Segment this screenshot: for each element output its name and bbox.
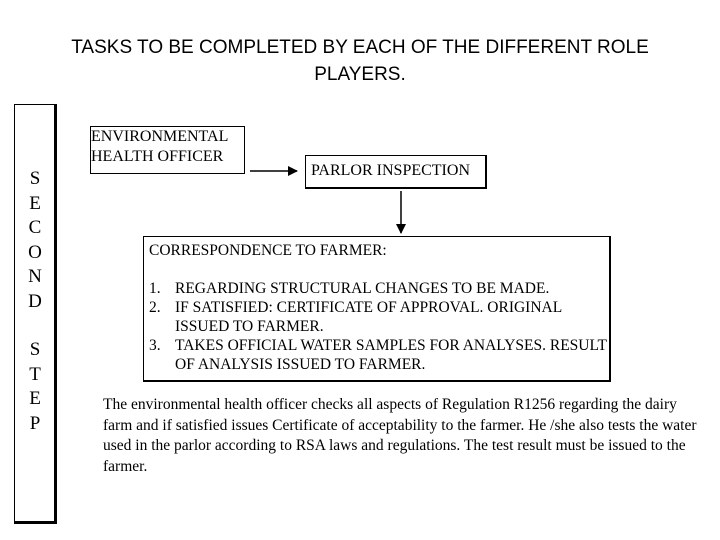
step-letter: T	[29, 363, 41, 385]
list-item	[149, 336, 609, 374]
step-word-gap	[15, 314, 55, 338]
step-letter: N	[28, 266, 42, 287]
list-item-number: 3.	[149, 337, 161, 354]
step-letter: O	[28, 241, 42, 263]
list-item-number: 1.	[149, 280, 161, 297]
role-player-label: ENVIRONMENTAL HEALTH OFFICER	[91, 128, 228, 165]
list-item-text: TAKES OFFICIAL WATER SAMPLES FOR ANALYSES. RESULT OF ANALYSIS ISSUED TO FARMER.	[175, 337, 607, 373]
parlor-inspection-box: PARLOR INSPECTION	[305, 155, 487, 189]
step-letter: D	[28, 290, 42, 312]
role-player-box	[90, 126, 245, 174]
step-letter: C	[28, 217, 42, 238]
step-letter: E	[29, 388, 41, 409]
correspondence-heading: CORRESPONDENCE TO FARMER:	[149, 242, 387, 259]
correspondence-box	[143, 236, 611, 382]
list-item-text: IF SATISFIED: CERTIFICATE OF APPROVAL. ORIGINAL ISSUED TO FARMER.	[175, 299, 562, 335]
step-letter: S	[29, 339, 41, 360]
step-letter: P	[29, 412, 41, 434]
list-item-number: 2.	[149, 299, 161, 316]
list-item	[149, 298, 609, 336]
page-title: TASKS TO BE COMPLETED BY EACH OF THE DIFFERENT ROLE PLAYERS.	[71, 37, 649, 85]
description-text: The environmental health officer checks all aspects of Regulation R1256 regarding the dairy farm and if satisfied issues Certificate of acceptability to the farmer. He /she also tests the water used in the parlor according to RSA laws and regulations. The test result must be issued to the farmer.	[103, 396, 697, 475]
step-letter: E	[29, 192, 41, 214]
correspondence-list	[149, 279, 609, 374]
list-item	[149, 279, 609, 298]
list-item-text: REGARDING STRUCTURAL CHANGES TO BE MADE.	[175, 280, 550, 297]
step-label-bar	[14, 104, 57, 524]
step-label	[15, 167, 55, 436]
step-letter: S	[29, 168, 41, 189]
